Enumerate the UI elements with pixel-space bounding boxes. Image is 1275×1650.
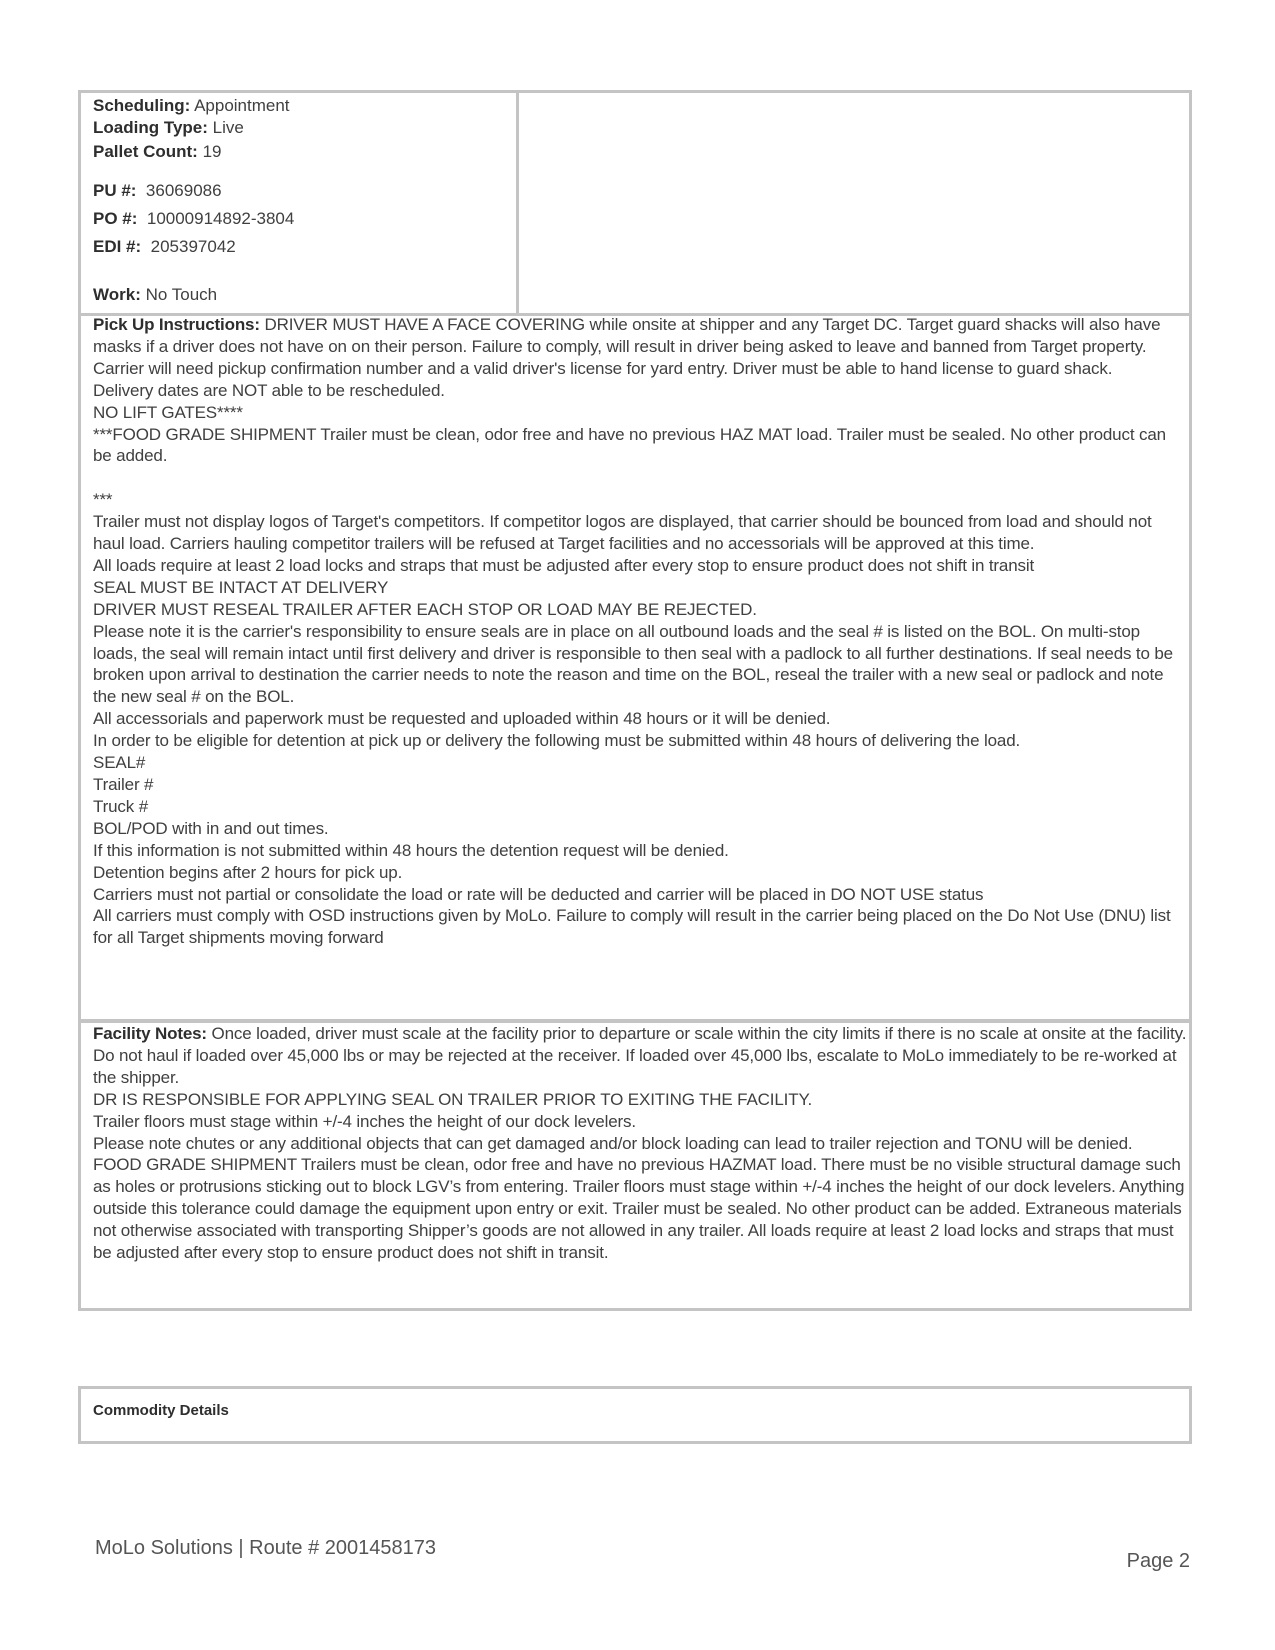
pickup-line: ***FOOD GRADE SHIPMENT Trailer must be clean, odor free and have no previous HAZ MAT load. Trailer must be sealed. No other product can be added. <box>93 424 1166 466</box>
scheduling-label: Scheduling: <box>93 96 191 115</box>
loading-type-label: Loading Type: <box>93 118 208 137</box>
summary-empty-cell <box>519 93 1189 313</box>
pickup-instructions-box <box>78 314 1192 1022</box>
pu-label: PU #: <box>93 181 137 200</box>
loading-type-value: Live <box>212 118 244 137</box>
facility-notes-box <box>78 1020 1192 1311</box>
pickup-line: In order to be eligible for detention at pick up or delivery the following must be submitted within 48 hours of delivering the load. <box>93 731 1021 751</box>
pickup-line: Detention begins after 2 hours for pick up. <box>93 862 403 882</box>
po-value: 10000914892-3804 <box>146 209 295 228</box>
pallet-count-row <box>93 141 504 163</box>
pickup-line: DRIVER MUST RESEAL TRAILER AFTER EACH STOP OR LOAD MAY BE REJECTED. <box>93 599 757 619</box>
footer-page-number: Page 2 <box>1126 1550 1190 1572</box>
facility-line: Facility Notes: Once loaded, driver must scale at the facility prior to departure or scale within the city limits if there is no scale at onsite at the facility. Do not haul if loaded over 45,000 lbs or may be rejected at the receiver. If loaded over 45,000 lbs, escalate to MoLo immediately to be re-worked at the shipper. <box>93 1024 1187 1087</box>
work-value: No Touch <box>145 285 218 304</box>
scheduling-value: Appointment <box>194 96 290 115</box>
summary-box <box>78 90 1192 316</box>
work-label: Work: <box>93 285 141 304</box>
pickup-line: Carriers must not partial or consolidate the load or rate will be deducted and carrier will be placed in DO NOT USE status <box>93 884 984 904</box>
edi-label: EDI #: <box>93 237 142 256</box>
pickup-line: Delivery dates are NOT able to be rescheduled. <box>93 380 445 400</box>
pickup-line: BOL/POD with in and out times. <box>93 818 329 838</box>
pickup-instructions-label: Pick Up Instructions: <box>93 315 260 334</box>
pickup-line: SEAL# <box>93 753 146 773</box>
scheduling-row <box>93 95 504 117</box>
commodity-details-title: Commodity Details <box>93 1402 229 1419</box>
facility-line: Please note chutes or any additional objects that can get damaged and/or block loading can lead to trailer rejection and TONU will be denied. <box>93 1133 1133 1153</box>
pickup-line: All loads require at least 2 load locks and straps that must be adjusted after every stop to ensure product does not shift in transit <box>93 555 1035 575</box>
pickup-line: All carriers must comply with OSD instructions given by MoLo. Failure to comply will result in the carrier being placed on the Do Not Use (DNU) list for all Target shipments moving forward <box>93 906 1171 948</box>
pickup-line: If this information is not submitted within 48 hours the detention request will be denied. <box>93 840 729 860</box>
pickup-line: NO LIFT GATES**** <box>93 402 243 422</box>
pickup-line: Carrier will need pickup confirmation number and a valid driver's license for yard entry. Driver must be able to hand license to guard shack. <box>93 358 1113 378</box>
loading-type-row <box>93 117 504 139</box>
pickup-line: Trailer # <box>93 775 154 795</box>
pallet-count-value: 19 <box>202 142 222 161</box>
edi-row <box>93 236 504 258</box>
work-row <box>93 284 504 306</box>
footer-route: MoLo Solutions | Route # 2001458173 <box>95 1537 437 1559</box>
pickup-line: Trailer must not display logos of Target's competitors. If competitor logos are displayed, that carrier should be bounced from load and should not haul load. Carriers hauling competitor trailers will be refused at Target facilities and no accessorials will be approved at this time. <box>93 512 1152 554</box>
pickup-line: Pick Up Instructions: DRIVER MUST HAVE A FACE COVERING while onsite at shipper and any Target DC. Target guard shacks will also have masks if a driver does not have on on their person. Failure to comply, will result in driver being asked to leave and banned from Target property. <box>93 315 1161 356</box>
pickup-line: *** <box>93 490 113 510</box>
pickup-line: Please note it is the carrier's responsibility to ensure seals are in place on all outbound loads and the seal # is listed on the BOL. On multi-stop loads, the seal will remain intact until first delivery and driver is responsible to then seal with a padlock to all further destinations. If seal needs to be broken upon arrival to destination the carrier needs to note the reason and time on the BOL, reseal the trailer with a new seal or padlock and note the new seal # on the BOL. <box>93 621 1173 707</box>
pu-value: 36069086 <box>145 181 222 200</box>
pickup-line: Truck # <box>93 796 148 816</box>
pu-row <box>93 180 504 202</box>
pallet-count-label: Pallet Count: <box>93 142 198 161</box>
facility-notes-label: Facility Notes: <box>93 1024 207 1043</box>
pickup-line <box>93 467 1181 489</box>
po-label: PO #: <box>93 209 138 228</box>
po-row <box>93 208 504 230</box>
edi-value: 205397042 <box>150 237 236 256</box>
commodity-details-box <box>78 1386 1192 1444</box>
pickup-line: All accessorials and paperwork must be requested and uploaded within 48 hours or it will be denied. <box>93 709 831 729</box>
facility-line: Trailer floors must stage within +/-4 inches the height of our dock levelers. <box>93 1111 636 1131</box>
summary-fields <box>81 93 519 313</box>
facility-line: DR IS RESPONSIBLE FOR APPLYING SEAL ON TRAILER PRIOR TO EXITING THE FACILITY. <box>93 1089 813 1109</box>
pickup-line: SEAL MUST BE INTACT AT DELIVERY <box>93 577 389 597</box>
facility-line: FOOD GRADE SHIPMENT Trailers must be clean, odor free and have no previous HAZMAT load. There must be no visible structural damage such as holes or protrusions sticking out to block LGV’s from entering. Trailer floors must stage within +/-4 inches the height of our dock levelers. Anything outside this tolerance could damage the equipment upon entry or exit. Trailer must be sealed. No other product can be added. Extraneous materials not otherwise associated with transporting Shipper’s goods are not allowed in any trailer. All loads require at least 2 load locks and straps that must be adjusted after every stop to ensure product does not shift in transit. <box>93 1155 1185 1263</box>
